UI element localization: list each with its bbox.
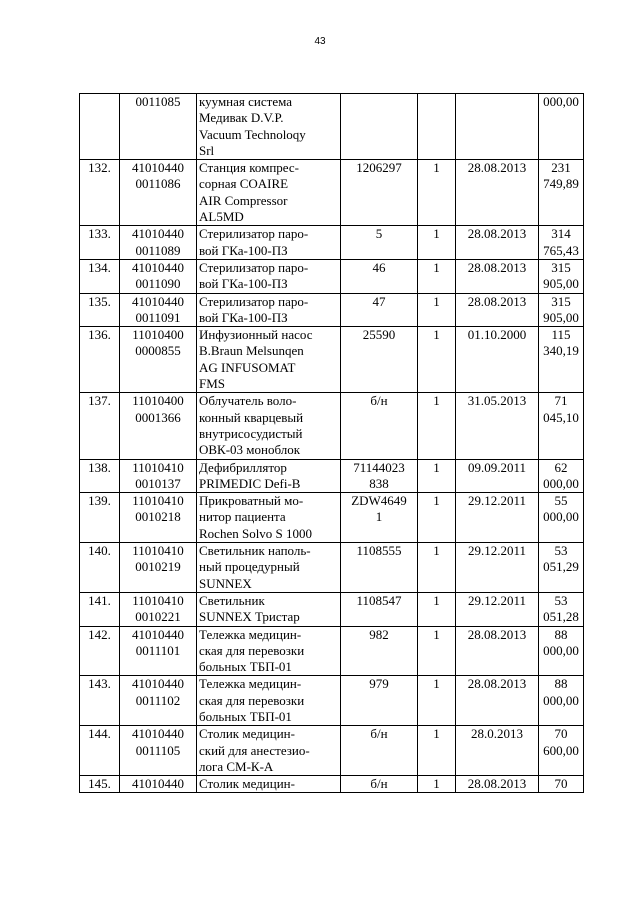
inventory-number-line: 0011091 — [135, 309, 181, 325]
cost-line: 340,19 — [543, 343, 579, 359]
inventory-number-line: 41010440 — [132, 676, 184, 692]
item-name-line: Медивак D.V.P. — [199, 110, 284, 126]
acquisition-date: 29.12.2011 — [467, 493, 527, 509]
quantity-cell — [418, 226, 456, 260]
inventory-number-cell — [120, 676, 197, 726]
table-row — [80, 459, 584, 493]
inventory-number-line: 11010410 — [132, 592, 184, 608]
acquisition-date: 28.0.2013 — [471, 726, 523, 742]
cost-line: 315 — [551, 293, 571, 309]
row-number-cell — [80, 293, 120, 327]
cost-line: 53 — [554, 543, 568, 559]
table-row — [80, 293, 584, 327]
serial-number-line: ZDW4649 — [351, 493, 407, 509]
cost-line: 315 — [551, 259, 571, 275]
acquisition-date: 29.12.2011 — [467, 543, 527, 559]
quantity-cell — [418, 626, 456, 676]
serial-number-cell — [341, 393, 418, 459]
quantity-cell — [418, 393, 456, 459]
row-number-cell — [80, 626, 120, 676]
serial-number-line: 982 — [369, 626, 389, 642]
item-name-line: Станция компрес- — [199, 160, 299, 176]
acquisition-date: 28.08.2013 — [467, 293, 527, 309]
quantity-cell — [418, 459, 456, 493]
cost-line: 051,28 — [543, 609, 579, 625]
page-number: 43 — [314, 36, 326, 47]
item-name-line: Стерилизатор паро- — [199, 259, 309, 275]
quantity: 1 — [433, 293, 440, 309]
cost-cell — [539, 393, 584, 459]
inventory-number-line: 0010218 — [135, 509, 181, 525]
row-number-cell — [80, 94, 120, 160]
cost-cell — [539, 626, 584, 676]
cost-cell — [539, 459, 584, 493]
item-name-cell — [197, 543, 341, 593]
inventory-number-cell — [120, 626, 197, 676]
cost-line: 314 — [551, 226, 571, 242]
item-name-line: SUNNEX Тристар — [199, 609, 300, 625]
serial-number-line: 46 — [372, 259, 386, 275]
cost-line: 000,00 — [543, 642, 579, 658]
item-name-line: ская для перевозки — [199, 642, 305, 658]
item-name-cell — [197, 493, 341, 543]
item-name-cell — [197, 393, 341, 459]
quantity: 1 — [433, 676, 440, 692]
serial-number-line: 47 — [372, 293, 386, 309]
inventory-number-line: 0011102 — [135, 692, 181, 708]
row-number-cell — [80, 160, 120, 226]
quantity-cell — [418, 493, 456, 543]
item-name-line: FMS — [199, 376, 226, 392]
quantity-cell — [418, 676, 456, 726]
quantity-cell — [418, 259, 456, 293]
row-number: 142. — [88, 626, 111, 642]
inventory-number-line: 0010221 — [135, 609, 181, 625]
cost-cell — [539, 327, 584, 393]
quantity: 1 — [433, 259, 440, 275]
serial-number-line: 5 — [375, 226, 383, 242]
item-name-line: ОВК-03 моноблок — [199, 442, 301, 458]
item-name-line: SUNNEX — [199, 575, 252, 591]
serial-number-cell — [341, 543, 418, 593]
item-name-cell — [197, 293, 341, 327]
item-name-line: Стерилизатор паро- — [199, 293, 309, 309]
cost-cell — [539, 293, 584, 327]
inventory-number-cell — [120, 493, 197, 543]
item-name-cell — [197, 592, 341, 626]
serial-number-cell — [341, 327, 418, 393]
serial-number-cell — [341, 259, 418, 293]
inventory-table — [79, 93, 584, 793]
acquisition-date: 31.05.2013 — [467, 393, 527, 409]
acquisition-date-cell — [456, 543, 539, 593]
item-name-cell — [197, 327, 341, 393]
item-name-line: Прикроватный мо- — [199, 493, 304, 509]
inventory-table-body — [80, 94, 584, 793]
acquisition-date: 28.08.2013 — [467, 259, 527, 275]
item-name-line: Тележка медицин- — [199, 676, 302, 692]
cost-line: 000,00 — [543, 94, 579, 109]
item-name-line: нитор пациента — [199, 509, 286, 525]
acquisition-date: 09.09.2011 — [467, 459, 527, 475]
item-name-line: больных ТБП-01 — [199, 708, 292, 724]
item-name-line: AIR Compressor — [199, 192, 288, 208]
acquisition-date: 01.10.2000 — [467, 327, 527, 343]
quantity-cell — [418, 327, 456, 393]
cost-line: 115 — [551, 327, 571, 343]
inventory-number-line: 11010410 — [132, 543, 184, 559]
serial-number-line: б/н — [370, 776, 388, 792]
cost-cell — [539, 259, 584, 293]
quantity: 1 — [433, 226, 440, 242]
row-number: 137. — [88, 393, 111, 409]
cost-line: 045,10 — [543, 409, 579, 425]
inventory-number-line: 0001366 — [135, 409, 181, 425]
quantity: 1 — [433, 726, 440, 742]
acquisition-date-cell — [456, 94, 539, 160]
inventory-number-line: 0011089 — [135, 242, 181, 258]
cost-line: 765,43 — [543, 242, 579, 258]
serial-number-line: 1206297 — [356, 160, 402, 176]
quantity-cell — [418, 592, 456, 626]
acquisition-date-cell — [456, 226, 539, 260]
row-number-cell — [80, 676, 120, 726]
item-name-cell — [197, 676, 341, 726]
cost-cell — [539, 160, 584, 226]
quantity: 1 — [433, 393, 440, 409]
table-row — [80, 327, 584, 393]
item-name-line: Светильник — [199, 592, 265, 608]
row-number: 139. — [88, 493, 111, 509]
table-row — [80, 676, 584, 726]
inventory-number-cell — [120, 160, 197, 226]
row-number-cell — [80, 459, 120, 493]
item-name-line: ская для перевозки — [199, 692, 305, 708]
row-number: 136. — [88, 327, 111, 343]
item-name-cell — [197, 226, 341, 260]
quantity: 1 — [433, 776, 440, 792]
item-name-line: Светильник наполь- — [199, 543, 311, 559]
acquisition-date: 28.08.2013 — [467, 776, 527, 792]
inventory-number-line: 41010440 — [132, 226, 184, 242]
item-name-line: куумная система — [199, 94, 292, 109]
item-name-cell — [197, 160, 341, 226]
serial-number-cell — [341, 776, 418, 793]
inventory-number-line: 11010400 — [132, 393, 184, 409]
item-name-line: ный процедурный — [199, 559, 300, 575]
item-name-line: Srl — [199, 142, 215, 158]
cost-line: 905,00 — [543, 276, 579, 292]
acquisition-date: 28.08.2013 — [467, 676, 527, 692]
inventory-number-line: 0011085 — [135, 94, 181, 109]
item-name-line: больных ТБП-01 — [199, 659, 292, 675]
inventory-number-line: 41010440 — [132, 626, 184, 642]
serial-number-cell — [341, 676, 418, 726]
quantity: 1 — [433, 459, 440, 475]
quantity-cell — [418, 726, 456, 776]
cost-line: 905,00 — [543, 309, 579, 325]
inventory-number-line: 0000855 — [135, 343, 181, 359]
item-name-line: AG INFUSOMAT — [199, 359, 296, 375]
inventory-number-cell — [120, 393, 197, 459]
cost-line: 70 — [554, 776, 568, 792]
acquisition-date: 28.08.2013 — [467, 626, 527, 642]
inventory-number-cell — [120, 293, 197, 327]
row-number-cell — [80, 493, 120, 543]
item-name-line: PRIMEDIC Defi-B — [199, 475, 301, 491]
quantity-cell — [418, 94, 456, 160]
acquisition-date: 28.08.2013 — [467, 160, 527, 176]
serial-number-line: б/н — [370, 726, 388, 742]
cost-line: 600,00 — [543, 742, 579, 758]
cost-cell — [539, 776, 584, 793]
serial-number-cell — [341, 459, 418, 493]
serial-number-line: 979 — [369, 676, 389, 692]
inventory-number-cell — [120, 226, 197, 260]
row-number: 132. — [88, 160, 111, 176]
acquisition-date-cell — [456, 160, 539, 226]
acquisition-date-cell — [456, 393, 539, 459]
inventory-number-line: 0011086 — [135, 176, 181, 192]
item-name-line: Инфузионный насос — [199, 327, 313, 343]
acquisition-date: 28.08.2013 — [467, 226, 527, 242]
acquisition-date-cell — [456, 776, 539, 793]
table-row — [80, 543, 584, 593]
acquisition-date-cell — [456, 592, 539, 626]
quantity-cell — [418, 543, 456, 593]
inventory-number-cell — [120, 94, 197, 160]
item-name-line: B.Braun Melsunqen — [199, 343, 304, 359]
item-name-line: Дефибриллятор — [199, 459, 287, 475]
table-row — [80, 592, 584, 626]
item-name-line: Стерилизатор паро- — [199, 226, 309, 242]
row-number: 144. — [88, 726, 111, 742]
inventory-number-cell — [120, 327, 197, 393]
item-name-cell — [197, 94, 341, 160]
inventory-number-cell — [120, 459, 197, 493]
serial-number-cell — [341, 592, 418, 626]
table-row — [80, 160, 584, 226]
serial-number-line: 1108547 — [356, 592, 402, 608]
acquisition-date: 29.12.2011 — [467, 592, 527, 608]
acquisition-date-cell — [456, 459, 539, 493]
serial-number-cell — [341, 493, 418, 543]
quantity: 1 — [433, 493, 440, 509]
row-number: 143. — [88, 676, 111, 692]
quantity: 1 — [433, 626, 440, 642]
table-row — [80, 493, 584, 543]
row-number: 135. — [88, 293, 111, 309]
item-name-line: вой ГКа-100-ПЗ — [199, 309, 288, 325]
cost-line: 231 — [551, 160, 571, 176]
item-name-cell — [197, 726, 341, 776]
inventory-number-line: 41010440 — [132, 259, 184, 275]
serial-number-cell — [341, 160, 418, 226]
inventory-number-line: 0011101 — [135, 642, 181, 658]
cost-line: 000,00 — [543, 509, 579, 525]
row-number-cell — [80, 543, 120, 593]
cost-cell — [539, 726, 584, 776]
item-name-line: Vacuum Technoloqy — [199, 126, 306, 142]
item-name-line: вой ГКа-100-ПЗ — [199, 242, 288, 258]
row-number: 140. — [88, 543, 111, 559]
cost-cell — [539, 94, 584, 160]
item-name-line: лога СМ-К-А — [199, 758, 274, 774]
quantity-cell — [418, 776, 456, 793]
quantity: 1 — [433, 327, 440, 343]
inventory-number-line: 41010440 — [132, 160, 184, 176]
item-name-line: AL5MD — [199, 209, 244, 225]
acquisition-date-cell — [456, 259, 539, 293]
cost-cell — [539, 676, 584, 726]
serial-number-line: 25590 — [362, 327, 396, 343]
row-number-cell — [80, 259, 120, 293]
cost-line: 000,00 — [543, 475, 579, 491]
cost-line: 88 — [554, 626, 568, 642]
cost-line: 88 — [554, 676, 568, 692]
item-name-line: ский для анестезио- — [199, 742, 310, 758]
table-row — [80, 393, 584, 459]
inventory-number-line: 11010400 — [132, 327, 184, 343]
cost-line: 62 — [554, 459, 568, 475]
item-name-line: Столик медицин- — [199, 726, 295, 742]
inventory-number-cell — [120, 726, 197, 776]
cost-line: 71 — [554, 393, 568, 409]
inventory-number-line: 0011105 — [135, 742, 181, 758]
acquisition-date-cell — [456, 726, 539, 776]
serial-number-cell — [341, 293, 418, 327]
row-number-cell — [80, 226, 120, 260]
cost-line: 70 — [554, 726, 568, 742]
row-number: 138. — [88, 459, 111, 475]
table-row — [80, 776, 584, 793]
cost-cell — [539, 226, 584, 260]
row-number-cell — [80, 327, 120, 393]
quantity: 1 — [433, 160, 440, 176]
quantity-cell — [418, 293, 456, 327]
item-name-cell — [197, 776, 341, 793]
serial-number-line: б/н — [370, 393, 388, 409]
acquisition-date-cell — [456, 493, 539, 543]
item-name-line: внутрисосудистый — [199, 425, 303, 441]
item-name-line: сорная COAIRE — [199, 176, 289, 192]
serial-number-cell — [341, 226, 418, 260]
row-number-cell — [80, 776, 120, 793]
serial-number-cell — [341, 94, 418, 160]
inventory-number-line: 0010137 — [135, 475, 181, 491]
table-row — [80, 226, 584, 260]
row-number: 133. — [88, 226, 111, 242]
row-number-cell — [80, 592, 120, 626]
inventory-number-line: 11010410 — [132, 459, 184, 475]
item-name-cell — [197, 259, 341, 293]
serial-number-line: 838 — [369, 475, 389, 491]
serial-number-line: 71144023 — [353, 459, 405, 475]
cost-cell — [539, 493, 584, 543]
serial-number-cell — [341, 626, 418, 676]
cost-line: 749,89 — [543, 176, 579, 192]
serial-number-cell — [341, 726, 418, 776]
table-row — [80, 259, 584, 293]
row-number-cell — [80, 393, 120, 459]
serial-number-line: 1108555 — [356, 543, 402, 559]
acquisition-date-cell — [456, 327, 539, 393]
acquisition-date-cell — [456, 293, 539, 327]
item-name-line: Облучатель воло- — [199, 393, 297, 409]
cost-line: 53 — [554, 592, 568, 608]
quantity: 1 — [433, 543, 440, 559]
inventory-number-cell — [120, 259, 197, 293]
cost-line: 55 — [554, 493, 568, 509]
inventory-number-line: 41010440 — [132, 726, 184, 742]
item-name-line: Тележка медицин- — [199, 626, 302, 642]
row-number: 141. — [88, 592, 111, 608]
item-name-cell — [197, 459, 341, 493]
cost-cell — [539, 592, 584, 626]
table-row — [80, 726, 584, 776]
inventory-number-line: 11010410 — [132, 493, 184, 509]
inventory-number-line: 0011090 — [135, 276, 181, 292]
table-row — [80, 626, 584, 676]
row-number-cell — [80, 726, 120, 776]
item-name-line: Столик медицин- — [199, 776, 295, 792]
quantity-cell — [418, 160, 456, 226]
row-number: 145. — [88, 776, 111, 792]
inventory-number-cell — [120, 543, 197, 593]
table-row — [80, 94, 584, 160]
serial-number-line: 1 — [375, 509, 383, 525]
row-number: 134. — [88, 259, 111, 275]
acquisition-date-cell — [456, 676, 539, 726]
item-name-cell — [197, 626, 341, 676]
cost-line: 000,00 — [543, 692, 579, 708]
quantity: 1 — [433, 592, 440, 608]
item-name-line: Rochen Solvo S 1000 — [199, 525, 313, 541]
item-name-line: конный кварцевый — [199, 409, 304, 425]
acquisition-date-cell — [456, 626, 539, 676]
inventory-number-line: 41010440 — [132, 293, 184, 309]
cost-line: 051,29 — [543, 559, 579, 575]
inventory-number-cell — [120, 592, 197, 626]
inventory-number-line: 41010440 — [132, 776, 184, 792]
cost-cell — [539, 543, 584, 593]
inventory-number-cell — [120, 776, 197, 793]
inventory-number-line: 0010219 — [135, 559, 181, 575]
item-name-line: вой ГКа-100-ПЗ — [199, 276, 288, 292]
